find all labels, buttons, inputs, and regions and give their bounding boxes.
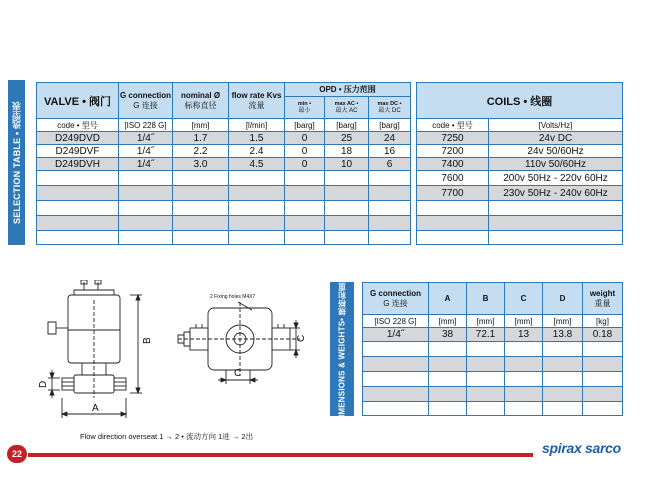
coil-voltage: 110v 50/60Hz xyxy=(489,158,623,171)
empty-row xyxy=(37,201,411,216)
table-cell: 16 xyxy=(369,145,411,158)
table-cell: 38 xyxy=(429,328,467,342)
table-row xyxy=(37,158,411,171)
table-cell: 0 xyxy=(285,158,325,171)
table-cell: 13 xyxy=(505,328,543,342)
table-row xyxy=(417,186,623,201)
empty-row xyxy=(37,171,411,186)
unit-cell: [ISO 228 G] xyxy=(119,119,173,132)
dimensions-label: DIMENSIONS & WEIGHTS xyxy=(337,321,347,424)
nominal-header: nominal Ø 标称直径 xyxy=(173,83,229,119)
table-cell: 1.7 xyxy=(173,132,229,145)
opd-header: OPD • 压力范围 xyxy=(285,83,411,97)
empty-row xyxy=(363,357,623,372)
dims-units-row xyxy=(363,315,623,328)
opd-max-dc-header: max DC • 最大 DC xyxy=(369,97,411,119)
table-cell: 1/4˝ xyxy=(363,328,429,342)
screw-note: 2 Fixing holes M4X7 xyxy=(210,294,256,300)
coils-header: COILS • 线圈 xyxy=(417,83,623,119)
table-row xyxy=(363,328,623,342)
coil-code: 7400 xyxy=(417,158,489,171)
coil-voltage: 200v 50Hz - 220v 60Hz xyxy=(489,171,623,186)
table-cell: 0 xyxy=(285,145,325,158)
selection-table-label: SELECTION TABLE • 选型表 xyxy=(12,101,22,224)
table-row xyxy=(417,158,623,171)
table-cell: 72.1 xyxy=(467,328,505,342)
empty-row xyxy=(37,186,411,201)
empty-row xyxy=(363,372,623,387)
dim-label-d: D xyxy=(38,380,49,388)
unit-cell: [mm] xyxy=(429,315,467,328)
footer-rule xyxy=(28,453,533,457)
dims-c-header: C xyxy=(505,283,543,315)
unit-cell: [barg] xyxy=(369,119,411,132)
table-cell: 13.8 xyxy=(543,328,583,342)
coil-code: 7600 xyxy=(417,171,489,186)
page-number: 22 xyxy=(7,445,27,463)
unit-cell: [mm] xyxy=(173,119,229,132)
unit-cell: [barg] xyxy=(285,119,325,132)
table-cell: 2.2 xyxy=(173,145,229,158)
table-cell: 0.18 xyxy=(583,328,623,342)
table-cell: 24 xyxy=(369,132,411,145)
dims-a-header: A xyxy=(429,283,467,315)
table-cell: 6 xyxy=(369,158,411,171)
unit-cell: [mm] xyxy=(505,315,543,328)
coil-voltage: 230v 50Hz - 240v 60Hz xyxy=(489,186,623,201)
table-cell: 1/4˝ xyxy=(119,132,173,145)
unit-cell: code • 型号 xyxy=(37,119,119,132)
valve-code: D249DVD xyxy=(37,132,119,145)
table-cell: 1/4˝ xyxy=(119,145,173,158)
valve-table xyxy=(36,82,411,245)
flow-rate-header: flow rate Kvs 流量 xyxy=(229,83,285,119)
valve-code: D249DVF xyxy=(37,145,119,158)
unit-cell: [mm] xyxy=(543,315,583,328)
dims-d-header: D xyxy=(543,283,583,315)
dimensions-table xyxy=(362,282,623,416)
opd-min-header: min • 最小 xyxy=(285,97,325,119)
coil-voltage: 24v 50/60Hz xyxy=(489,145,623,158)
table-cell: 1.5 xyxy=(229,132,285,145)
coil-voltage: 24v DC xyxy=(489,132,623,145)
flow-direction-note: Flow direction overseat 1 → 2 • 流动方向 1进 → 2出 xyxy=(80,432,254,441)
coil-code: 7200 xyxy=(417,145,489,158)
unit-cell: [mm] xyxy=(467,315,505,328)
table-row xyxy=(417,145,623,158)
dimensions-label-zh: • 规格和重量 xyxy=(337,274,347,322)
dim-label-c-bottom: C xyxy=(234,368,242,379)
table-cell: 25 xyxy=(325,132,369,145)
coil-code: 7250 xyxy=(417,132,489,145)
unit-cell: [barg] xyxy=(325,119,369,132)
valve-drawing xyxy=(38,280,310,428)
unit-cell: [Volts/Hz] xyxy=(489,119,623,132)
selection-table-tab xyxy=(8,80,25,245)
table-row xyxy=(417,132,623,145)
empty-row xyxy=(417,231,623,245)
opd-max-ac-header: max AC • 最大 AC xyxy=(325,97,369,119)
empty-row xyxy=(417,216,623,231)
table-row xyxy=(37,145,411,158)
unit-cell: [l/min] xyxy=(229,119,285,132)
table-cell: 1/4˝ xyxy=(119,158,173,171)
valve-units-row xyxy=(37,119,411,132)
empty-row xyxy=(37,216,411,231)
table-cell: 4.5 xyxy=(229,158,285,171)
dim-label-a: A xyxy=(92,403,99,414)
coil-code: 7700 xyxy=(417,186,489,201)
coils-units-row xyxy=(417,119,623,132)
g-connection-header: G connection G 连接 xyxy=(119,83,173,119)
coils-table xyxy=(416,82,623,245)
unit-cell: [kg] xyxy=(583,315,623,328)
dims-g-connection-header: G connection G 连接 xyxy=(363,283,429,315)
dim-label-c-side: C xyxy=(296,334,307,342)
dimensions-weights-tab xyxy=(330,274,354,424)
table-cell: 3.0 xyxy=(173,158,229,171)
dims-b-header: B xyxy=(467,283,505,315)
unit-cell: code • 型号 xyxy=(417,119,489,132)
dims-weight-header: weight 重量 xyxy=(583,283,623,315)
empty-row xyxy=(363,402,623,416)
table-cell: 0 xyxy=(285,132,325,145)
table-row xyxy=(37,132,411,145)
unit-cell: [ISO 228 G] xyxy=(363,315,429,328)
table-cell: 18 xyxy=(325,145,369,158)
empty-row xyxy=(363,342,623,357)
table-cell: 10 xyxy=(325,158,369,171)
table-row xyxy=(417,171,623,186)
empty-row xyxy=(37,231,411,245)
table-cell: 2.4 xyxy=(229,145,285,158)
spirax-sarco-logo: spirax sarco xyxy=(542,440,621,456)
empty-row xyxy=(363,387,623,402)
empty-row xyxy=(417,201,623,216)
valve-code: D249DVH xyxy=(37,158,119,171)
dim-label-b: B xyxy=(142,337,153,344)
valve-header: VALVE • 阀门 xyxy=(37,83,119,119)
